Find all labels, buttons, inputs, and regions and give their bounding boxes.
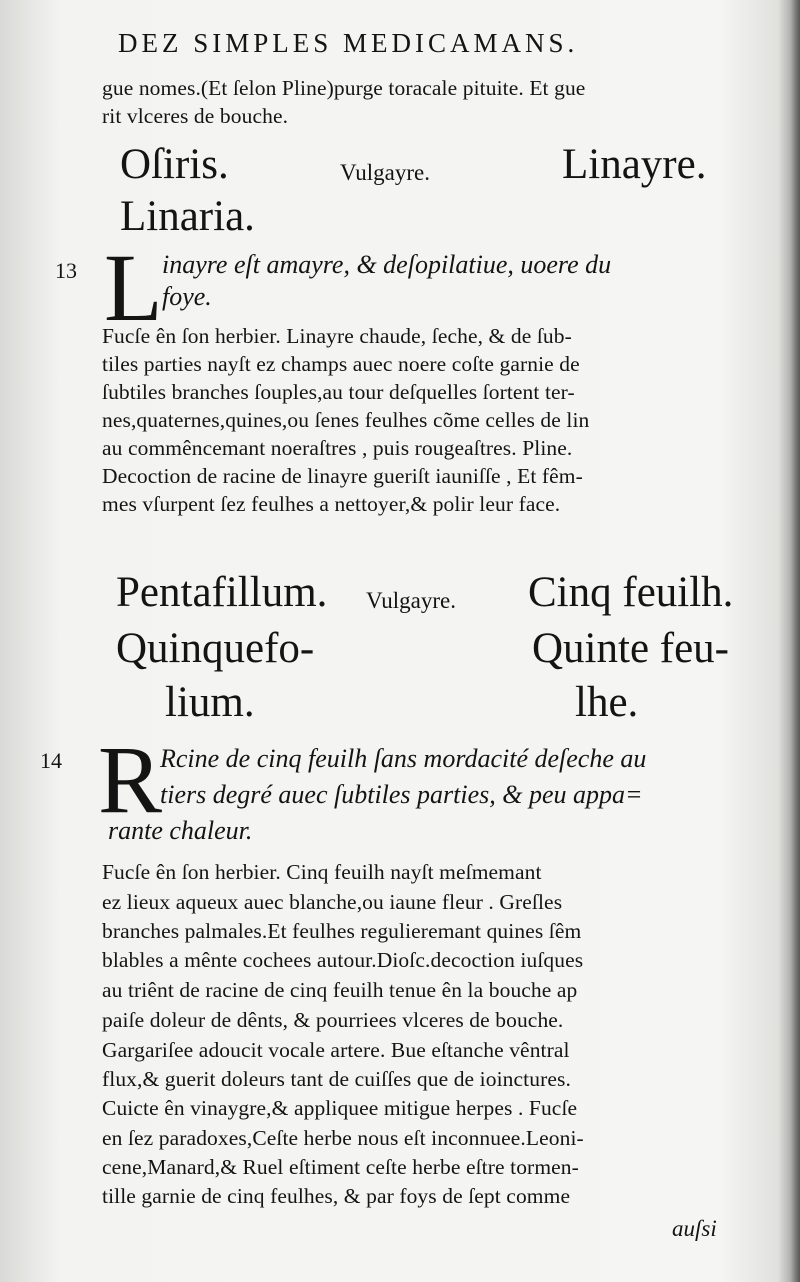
text-line: au commêncemant noeraſtres , puis rougeaſtres. Pline. [102, 436, 573, 460]
french-name: Quinte feu- [532, 625, 730, 672]
italic-line: tiers degré auec ſubtiles parties, & peu appa= [160, 780, 643, 809]
text-line: nes,quaternes,quines,ou ſenes feulhes cõme celles de lin [102, 408, 590, 432]
text-line: Cuicte ên vinaygre,& appliquee mitigue herpes . Fucſe [102, 1096, 578, 1120]
text-line: mes vſurpent ſez feulhes a nettoyer,& polir leur face. [102, 492, 561, 516]
latin-name: Linaria. [120, 193, 255, 240]
text-line: tille garnie de cinq feulhes, & par foys de ſept comme [102, 1184, 571, 1208]
italic-line: Rcine de cinq feuilh ſans mordacité deſeche au [160, 744, 647, 773]
text-line: rit vlceres de bouche. [102, 104, 289, 128]
text-line: blables a mênte cochees autour.Dioſc.decoction iuſques [102, 948, 584, 972]
page-gutter-shadow [778, 0, 800, 1282]
french-name: lhe. [575, 679, 639, 726]
text-line: gue nomes.(Et ſelon Pline)purge toracale pituite. Et gue [102, 76, 586, 100]
latin-name: Pentafillum. [116, 569, 328, 616]
text-line: paiſe doleur de dênts, & pourriees vlceres de bouche. [102, 1008, 564, 1032]
text-line: en ſez paradoxes,Ceſte herbe nous eſt inconnuee.Leoni- [102, 1126, 584, 1150]
text-line: branches palmales.Et feulhes regulieremant quines ſêm [102, 919, 582, 943]
text-line: flux,& guerit doleurs tant de cuiſſes que de ioinctures. [102, 1067, 571, 1091]
text-line: Decoction de racine de linayre gueriſt iauniſſe , Et fêm- [102, 464, 583, 488]
italic-line: inayre eſt amayre, & deſopilatiue, uoere du [162, 250, 612, 279]
catchword: auſsi [672, 1216, 717, 1241]
drop-cap: R [98, 726, 163, 833]
text-line: Fucſe ên ſon herbier. Linayre chaude, ſeche, & de ſub- [102, 324, 572, 348]
margin-number: 14 [40, 748, 62, 773]
text-line: tiles parties nayſt ez champs auec noere coſte garnie de [102, 352, 580, 376]
drop-cap: L [104, 234, 163, 341]
latin-name: lium. [165, 679, 255, 726]
italic-line: foye. [162, 282, 212, 311]
vulgayre-label: Vulgayre. [340, 160, 430, 185]
text-line: ez lieux aqueux auec blanche,ou iaune fleur . Greſles [102, 890, 563, 914]
french-name: Cinq feuilh. [528, 569, 734, 616]
text-line: Gargariſee adoucit vocale artere. Bue eſtanche vêntral [102, 1038, 570, 1062]
running-header: DEZ SIMPLES MEDICAMANS. [118, 28, 579, 58]
text-line: Fucſe ên ſon herbier. Cinq feuilh nayſt meſmemant [102, 860, 542, 884]
vulgayre-label: Vulgayre. [366, 588, 456, 613]
text-line: ſubtiles branches ſouples,au tour deſquelles ſortent ter- [102, 380, 575, 404]
italic-line: rante chaleur. [108, 816, 253, 845]
margin-number: 13 [55, 258, 77, 283]
text-line: cene,Manard,& Ruel eſtiment ceſte herbe eſtre tormen- [102, 1155, 579, 1179]
french-name: Linayre. [562, 141, 707, 188]
latin-name: Oſiris. [120, 141, 229, 188]
text-line: au triênt de racine de cinq feuilh tenue ên la bouche ap [102, 978, 578, 1002]
latin-name: Quinquefo- [116, 625, 315, 672]
